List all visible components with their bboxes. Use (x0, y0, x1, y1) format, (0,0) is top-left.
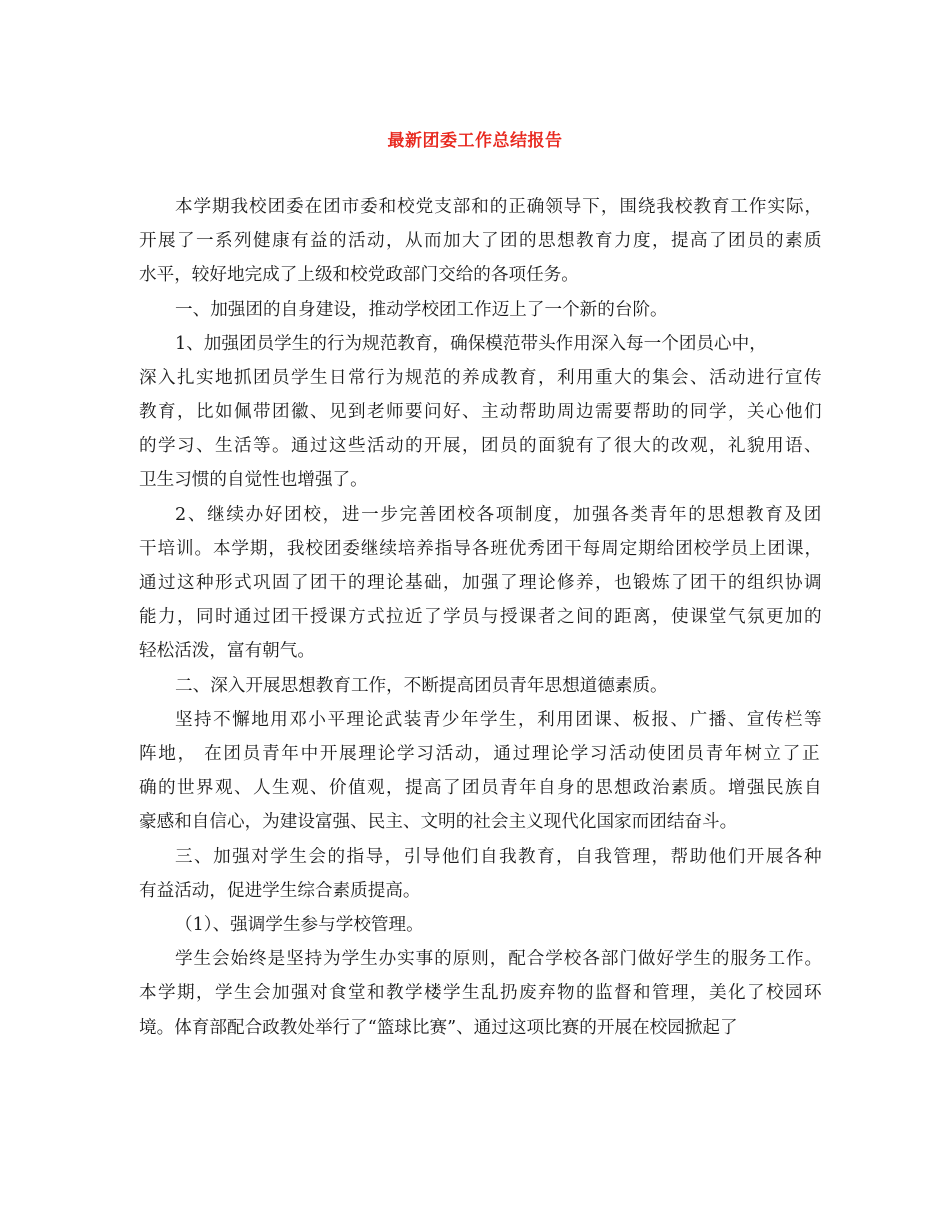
body-line: 开展了一系列健康有益的活动，从而加大了团的思想教育力度，提高了团员的素质 (139, 231, 823, 251)
body-line: 阵地， 在团员青年中开展理论学习活动，通过理论学习活动使团员青年树立了正 (139, 744, 822, 764)
body-line: 卫生习惯的自觉性也增强了。 (139, 470, 368, 490)
body-line: 通过这种形式巩固了团干的理论基础，加强了理论修养，也锻炼了团干的组织协调 (139, 573, 823, 593)
section-heading: 三、加强对学生会的指导，引导他们自我教育，自我管理，帮助他们开展各种 (175, 847, 824, 867)
document-title: 最新团委工作总结报告 (387, 131, 563, 151)
section-heading: 一、加强团的自身建设，推动学校团工作迈上了一个新的台阶。 (175, 300, 668, 320)
body-line: 能力，同时通过团干授课方式拉近了学员与授课者之间的距离，使课堂气氛更加的 (139, 607, 823, 627)
body-line: 轻松活泼，富有朝气。 (139, 641, 315, 661)
body-line: 有益活动，促进学生综合素质提高。 (139, 881, 421, 901)
body-line: 坚持不懈地用邓小平理论武装青少年学生，利用团课、板报、广播、宣传栏等 (175, 710, 824, 730)
body-line: 教育，比如佩带团徽、见到老师要问好、主动帮助周边需要帮助的同学，关心他们 (139, 402, 823, 422)
subsection-heading: （1）、强调学生参与学校管理。 (175, 915, 424, 935)
section-heading: 二、深入开展思想教育工作，不断提高团员青年思想道德素质。 (175, 676, 668, 696)
body-line: 本学期，学生会加强对食堂和教学楼学生乱扔废弃物的监督和管理，美化了校园环 (139, 983, 823, 1003)
body-line: 干培训。本学期，我校团委继续培养指导各班优秀团干每周定期给团校学员上团课， (139, 539, 823, 559)
body-line: 本学期我校团委在团市委和校党支部和的正确领导下，围绕我校教育工作实际， (175, 197, 823, 217)
body-line: 的学习、生活等。通过这些活动的开展，团员的面貌有了很大的改观，礼貌用语、 (139, 436, 823, 456)
body-line: 水平，较好地完成了上级和校党政部门交给的各项任务。 (139, 265, 579, 285)
body-line: 学生会始终是坚持为学生办实事的原则，配合学校各部门做好学生的服务工作。 (175, 949, 823, 969)
body-line: 1、加强团员学生的行为规范教育，确保模范带头作用深入每一个团员心中， (175, 334, 767, 354)
body-line: 境。体育部配合政教处举行了“篮球比赛”、通过这项比赛的开展在校园掀起了 (139, 1018, 738, 1038)
body-line: 确的世界观、人生观、价值观，提高了团员青年自身的思想政治素质。增强民族自 (139, 778, 823, 798)
body-line: 豪感和自信心，为建设富强、民主、文明的社会主义现代化国家而团结奋斗。 (139, 812, 738, 832)
body-line: 深入扎实地抓团员学生日常行为规范的养成教育，利用重大的集会、活动进行宣传 (139, 368, 823, 388)
body-line: 2、继续办好团校，进一步完善团校各项制度，加强各类青年的思想教育及团 (175, 505, 823, 525)
